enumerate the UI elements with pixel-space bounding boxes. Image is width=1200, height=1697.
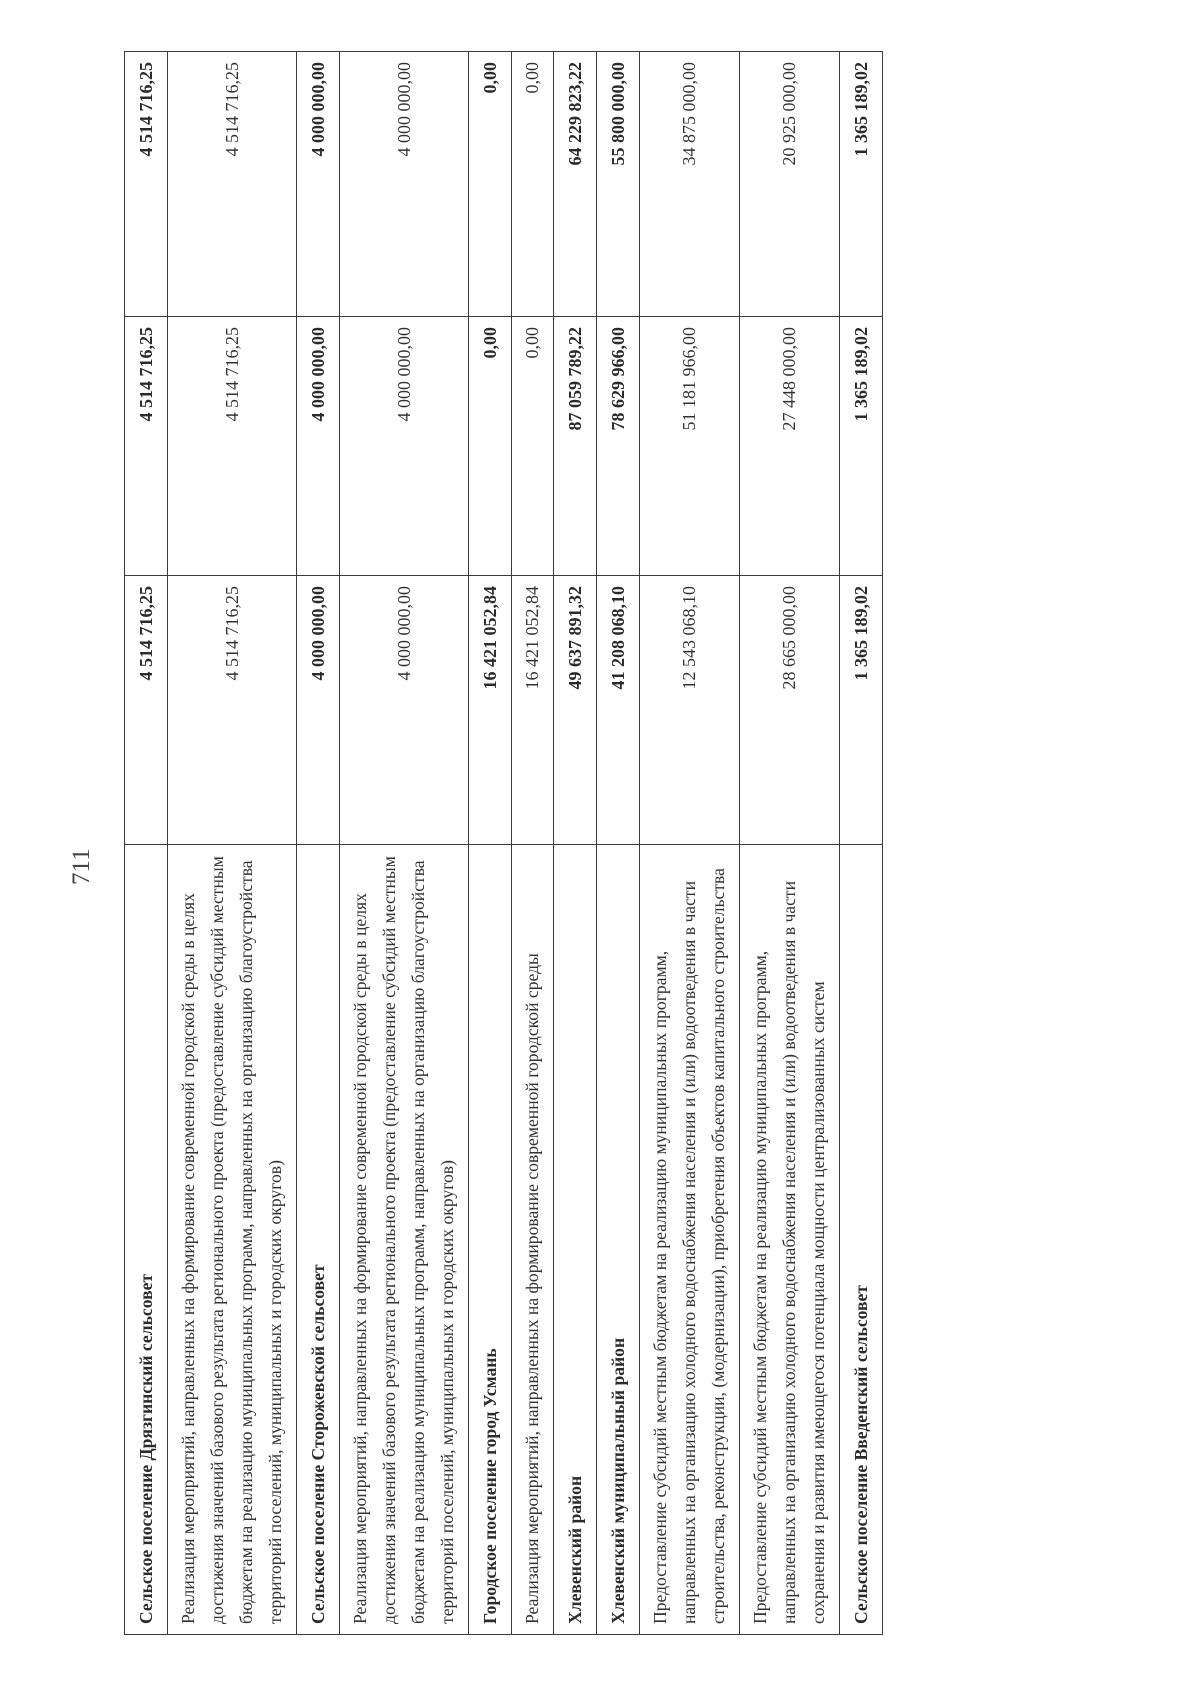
- amount-year-2: 51 181 966,00: [640, 317, 740, 576]
- row-name: Реализация мероприятий, направленных на формирование современной городской среды в целях достижения значений базового результата регионального проекта (предоставление субсидий местным бюджетам на реализацию муниципальных программ, направленных на организацию благоустройства территорий поселений, муниципальных и городских округов): [168, 845, 297, 1635]
- amount-year-2: 4 000 000,00: [340, 317, 469, 576]
- row-name: Предоставление субсидий местным бюджетам на реализацию муниципальных программ, направленных на организацию холодного водоснабжения населения и (или) водоотведения в части строительства, реконструкции, (модернизации), приобретения объектов капитального строительства: [640, 845, 740, 1635]
- amount-year-3: 4 514 716,25: [125, 52, 168, 317]
- amount-year-2: 78 629 966,00: [597, 317, 640, 576]
- amount-year-3: 0,00: [512, 52, 554, 317]
- amount-year-3: 4 000 000,00: [297, 52, 340, 317]
- amount-year-1: 49 637 891,32: [554, 576, 597, 845]
- amount-year-3: 4 000 000,00: [340, 52, 469, 317]
- amount-year-2: 4 000 000,00: [297, 317, 340, 576]
- row-name: Хлевенский муниципальный район: [597, 845, 640, 1635]
- amount-year-1: 4 000 000,00: [340, 576, 469, 845]
- table-row: [168, 52, 297, 1635]
- row-name: Городское поселение город Усмань: [469, 845, 512, 1635]
- amount-year-2: 27 448 000,00: [740, 317, 840, 576]
- table-row: [125, 52, 168, 1635]
- table-row: [469, 52, 512, 1635]
- row-name: Предоставление субсидий местным бюджетам на реализацию муниципальных программ, направленных на организацию холодного водоснабжения населения и (или) водоотведения в части сохранения и развития имеющегося потенциала мощности централизованных систем: [740, 845, 840, 1635]
- amount-year-1: 16 421 052,84: [469, 576, 512, 845]
- table-row: [840, 52, 883, 1635]
- amount-year-1: 12 543 068,10: [640, 576, 740, 845]
- amount-year-1: 1 365 189,02: [840, 576, 883, 845]
- row-name: Сельское поселение Сторожевской сельсовет: [297, 845, 340, 1635]
- amount-year-3: 55 800 000,00: [597, 52, 640, 317]
- amount-year-1: 4 514 716,25: [125, 576, 168, 845]
- row-name: Хлевенский район: [554, 845, 597, 1635]
- amount-year-2: 0,00: [512, 317, 554, 576]
- amount-year-2: 1 365 189,02: [840, 317, 883, 576]
- amount-year-3: 4 514 716,25: [168, 52, 297, 317]
- amount-year-3: 20 925 000,00: [740, 52, 840, 317]
- row-name: Реализация мероприятий, направленных на формирование современной городской среды в целях достижения значений базового результата регионального проекта (предоставление субсидий местным бюджетам на реализацию муниципальных программ, направленных на организацию благоустройства территорий поселений, муниципальных и городских округов): [340, 845, 469, 1635]
- amount-year-2: 0,00: [469, 317, 512, 576]
- row-name: Реализация мероприятий, направленных на формирование современной городской среды: [512, 845, 554, 1635]
- amount-year-2: 87 059 789,22: [554, 317, 597, 576]
- amount-year-1: 16 421 052,84: [512, 576, 554, 845]
- table-row: [340, 52, 469, 1635]
- amount-year-1: 28 665 000,00: [740, 576, 840, 845]
- row-name: Сельское поселение Введенский сельсовет: [840, 845, 883, 1635]
- amount-year-1: 4 000 000,00: [297, 576, 340, 845]
- amount-year-2: 4 514 716,25: [168, 317, 297, 576]
- table-row: [512, 52, 554, 1635]
- amount-year-2: 4 514 716,25: [125, 317, 168, 576]
- page-number: 711: [68, 848, 95, 885]
- amount-year-3: 1 365 189,02: [840, 52, 883, 317]
- table-row: [554, 52, 597, 1635]
- amount-year-1: 4 514 716,25: [168, 576, 297, 845]
- amount-year-3: 64 229 823,22: [554, 52, 597, 317]
- amount-year-3: 34 875 000,00: [640, 52, 740, 317]
- table-row: [640, 52, 740, 1635]
- subsidy-table: [124, 51, 883, 1635]
- table-row: [597, 52, 640, 1635]
- table-row: [740, 52, 840, 1635]
- table-row: [297, 52, 340, 1635]
- amount-year-1: 41 208 068,10: [597, 576, 640, 845]
- row-name: Сельское поселение Дрязгинский сельсовет: [125, 845, 168, 1635]
- amount-year-3: 0,00: [469, 52, 512, 317]
